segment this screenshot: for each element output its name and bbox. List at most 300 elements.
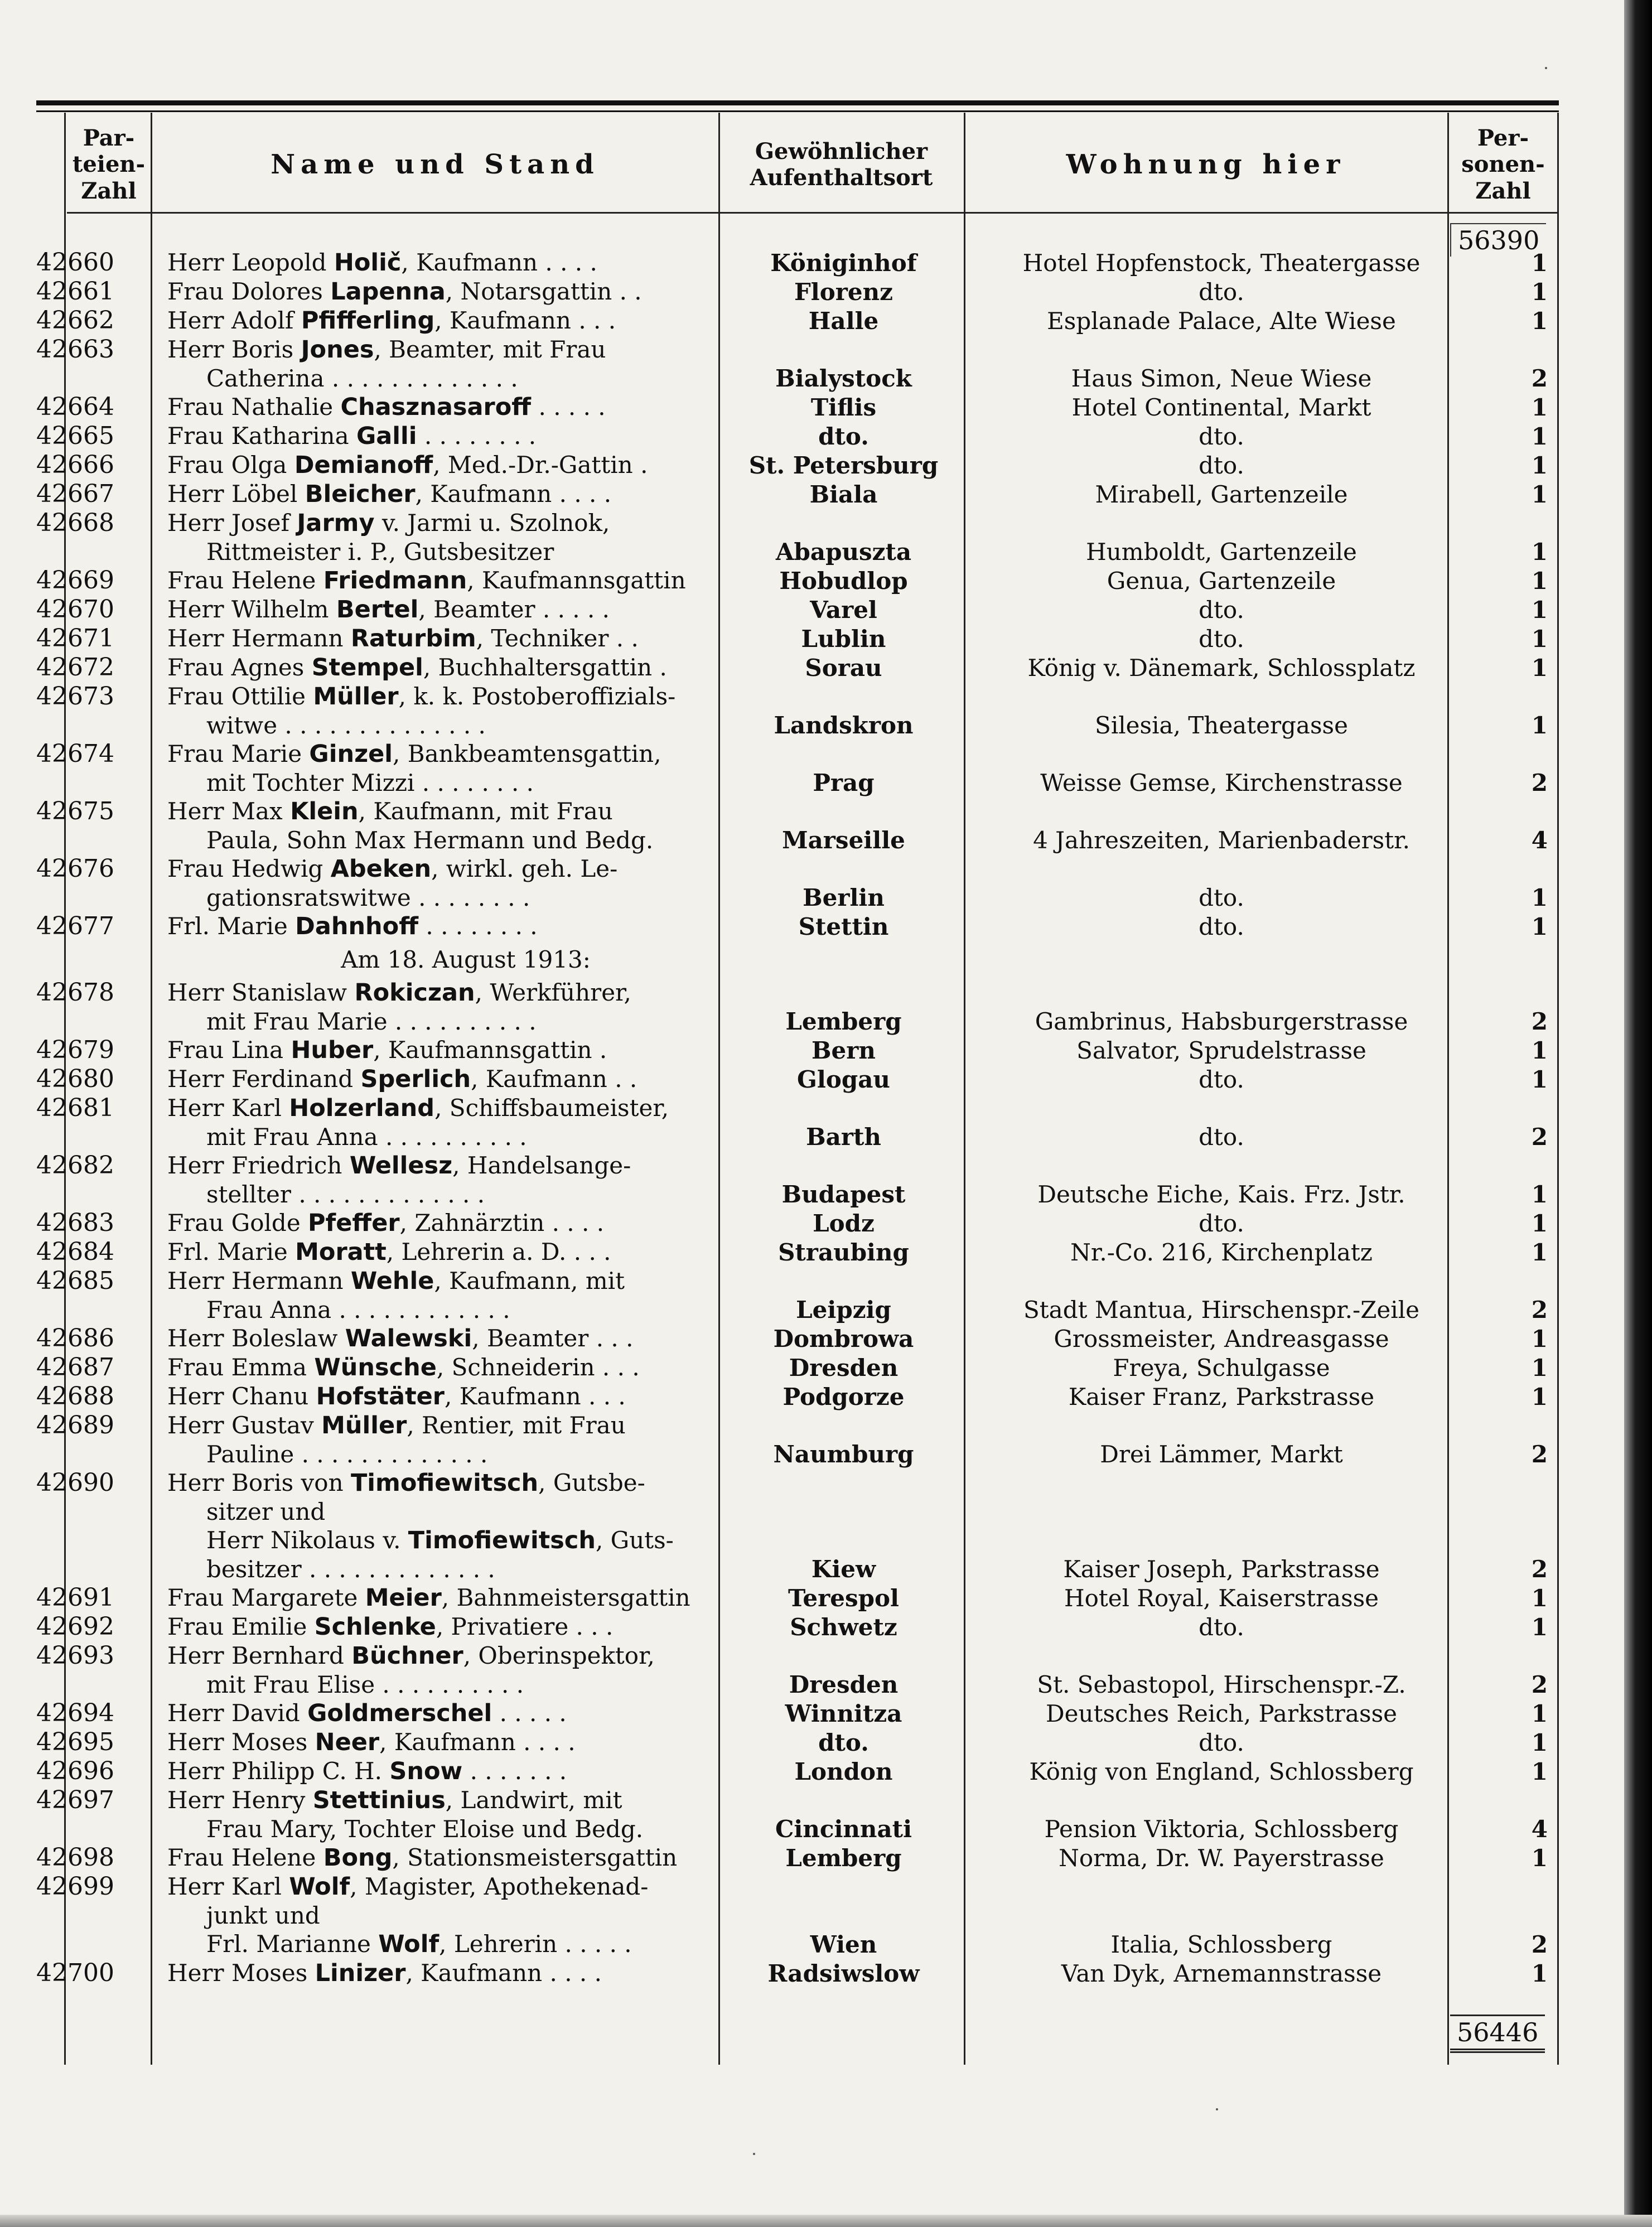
usual-residence: Varel (810, 596, 877, 624)
surname: Lapenna (330, 278, 446, 306)
usual-residence: Naumburg (773, 1441, 914, 1468)
name-suffix: , Gutsbe- (538, 1469, 645, 1496)
name-prefix: Herr Karl (167, 1873, 289, 1900)
name-prefix: mit Frau Elise . . . . . . . . . . (206, 1671, 524, 1698)
name-line (167, 1151, 722, 1180)
top-heavy-rule (36, 100, 1559, 105)
name-line (167, 1815, 722, 1843)
local-lodging: Humboldt, Gartenzeile (1086, 538, 1357, 566)
register-row (36, 1065, 1559, 1094)
party-number: 42697 (36, 1786, 114, 1814)
usual-residence: Dombrowa (773, 1325, 914, 1352)
name-prefix: Rittmeister i. P., Gutsbesitzer (206, 538, 554, 566)
surname: Jones (301, 336, 374, 364)
name-line (167, 1497, 722, 1526)
register-row (36, 1786, 1559, 1843)
usual-residence: Tiflis (810, 394, 877, 421)
local-lodging: Weisse Gemse, Kirchenstrasse (1040, 769, 1403, 796)
name-prefix: Frau Margarete (167, 1584, 365, 1611)
surname: Galli (356, 422, 417, 450)
usual-residence: Lemberg (785, 1844, 902, 1872)
register-row (36, 566, 1559, 595)
person-count: 2 (1531, 1441, 1548, 1468)
row-spacer (36, 945, 142, 974)
name-line (167, 364, 722, 393)
name-suffix: , Lehrerin a. D. . . . (386, 1238, 611, 1265)
person-count: 2 (1531, 1008, 1548, 1035)
person-count: 4 (1531, 1815, 1548, 1843)
name-line (167, 1296, 722, 1324)
person-count: 1 (1531, 1383, 1548, 1410)
register-row (36, 422, 1559, 451)
register-row (36, 1612, 1559, 1641)
person-count: 1 (1531, 1729, 1548, 1756)
surname: Raturbim (350, 625, 476, 653)
usual-residence: Lodz (813, 1210, 875, 1237)
usual-residence: Cincinnati (775, 1815, 912, 1843)
name-prefix: Herr Löbel (167, 480, 305, 508)
name-prefix: Herr Wilhelm (167, 596, 336, 623)
person-count: 1 (1531, 278, 1548, 306)
name-suffix: , Beamter, mit Frau (374, 336, 606, 363)
name-and-status (142, 1699, 722, 1728)
usual-residence: Schwetz (790, 1614, 897, 1641)
name-and-status (142, 740, 722, 797)
name-prefix: Herr Philipp C. H. (167, 1757, 390, 1785)
top-thin-rule (36, 110, 1559, 112)
usual-residence: Bialystock (775, 365, 912, 392)
local-lodging: Hotel Royal, Kaiserstrasse (1064, 1584, 1379, 1612)
name-line (167, 1180, 722, 1209)
name-suffix: , Schiffsbaumeister, (434, 1094, 669, 1122)
usual-residence: Radsiwslow (767, 1960, 920, 1987)
name-prefix: Herr Henry (167, 1786, 313, 1814)
person-count: 1 (1531, 596, 1548, 624)
local-lodging: Kaiser Joseph, Parkstrasse (1063, 1555, 1380, 1583)
party-number: 42671 (36, 624, 114, 653)
person-count: 1 (1531, 538, 1548, 566)
register-row (36, 740, 1559, 797)
name-prefix: Frl. Marianne (206, 1930, 379, 1958)
surname: Snow (389, 1757, 463, 1785)
closing-total: 56446 (1450, 2015, 1545, 2053)
usual-residence: Kiew (811, 1555, 876, 1583)
register-row (36, 480, 1559, 509)
local-lodging: dto. (1199, 1123, 1244, 1151)
person-count: 1 (1531, 1354, 1548, 1381)
party-number: 42672 (36, 653, 114, 682)
register-row (36, 1382, 1559, 1411)
name-line (167, 1670, 722, 1699)
name-prefix: mit Frau Marie . . . . . . . . . . (206, 1008, 537, 1035)
name-suffix: , Notarsgattin . . (445, 278, 642, 305)
register-row (36, 978, 1559, 1036)
name-and-status (142, 1641, 722, 1699)
scan-speck (753, 2153, 755, 2155)
local-lodging: König v. Dänemark, Schlossplatz (1027, 654, 1416, 682)
name-prefix: Herr Boleslaw (167, 1325, 345, 1352)
usual-residence: Königinhof (770, 249, 917, 277)
person-count: 1 (1531, 481, 1548, 508)
name-line (167, 1065, 722, 1094)
surname: Bong (323, 1844, 393, 1872)
party-number: 42680 (36, 1065, 114, 1093)
register-row (36, 1094, 1559, 1151)
party-number: 42661 (36, 277, 114, 306)
person-count: 1 (1531, 1210, 1548, 1237)
usual-residence: Sorau (805, 654, 882, 682)
name-prefix: Frau Golde (167, 1209, 308, 1236)
party-number: 42700 (36, 1959, 114, 1987)
usual-residence: Landskron (774, 712, 914, 739)
name-and-status (142, 1612, 722, 1641)
person-count: 2 (1531, 1123, 1548, 1151)
name-prefix: Frl. Marie (167, 912, 296, 940)
name-prefix: Pauline . . . . . . . . . . . . . (206, 1441, 488, 1468)
usual-residence: Leipzig (796, 1296, 891, 1323)
person-count: 1 (1531, 1844, 1548, 1872)
surname: Wolf (378, 1930, 439, 1958)
name-and-status (142, 393, 722, 422)
local-lodging: Silesia, Theatergasse (1095, 712, 1348, 739)
party-number: 42668 (36, 509, 114, 537)
name-prefix: Herr Nikolaus v. (206, 1526, 408, 1554)
person-count: 1 (1531, 1037, 1548, 1064)
register-row (36, 306, 1559, 335)
usual-residence: Halle (808, 307, 879, 335)
name-suffix: , Kaufmannsgattin . (373, 1036, 607, 1064)
name-line (167, 277, 722, 306)
surname: Linizer (315, 1959, 406, 1987)
surname: Bertel (336, 596, 419, 624)
party-number: 42682 (36, 1151, 114, 1180)
register-row (36, 1324, 1559, 1353)
person-count: 1 (1531, 1239, 1548, 1266)
surname: Büchner (351, 1642, 463, 1670)
name-suffix: , Beamter . . . . . (418, 596, 610, 623)
name-line (167, 1555, 722, 1583)
local-lodging: Deutsches Reich, Parkstrasse (1046, 1700, 1397, 1727)
name-suffix: , Privatiere . . . (436, 1613, 614, 1640)
surname: Bleicher (305, 480, 416, 508)
usual-residence: Winnitza (785, 1700, 902, 1727)
name-and-status (142, 306, 722, 335)
name-prefix: Herr Hermann (167, 1267, 351, 1294)
local-lodging: Drei Lämmer, Markt (1100, 1441, 1343, 1468)
register-row (36, 653, 1559, 682)
name-prefix: Frl. Marie (167, 1238, 296, 1265)
name-and-status (142, 595, 722, 624)
local-lodging: Hotel Hopfenstock, Theatergasse (1022, 249, 1421, 277)
name-prefix: mit Frau Anna . . . . . . . . . . (206, 1123, 527, 1151)
surname: Timofiewitsch (350, 1469, 539, 1497)
local-lodging: dto. (1199, 625, 1244, 653)
name-prefix: junkt und (206, 1902, 320, 1929)
surname: Müller (313, 683, 399, 711)
usual-residence: Marseille (782, 827, 905, 854)
name-prefix: Herr Karl (167, 1094, 289, 1122)
name-line (167, 306, 722, 335)
surname: Müller (321, 1412, 407, 1439)
party-number: 42696 (36, 1757, 114, 1785)
name-and-status (142, 451, 722, 480)
name-line (167, 422, 722, 451)
name-suffix: , Kaufmann, mit (434, 1267, 625, 1294)
surname: Neer (315, 1728, 380, 1756)
party-number: 42683 (36, 1209, 114, 1237)
register-row (36, 1843, 1559, 1872)
name-and-status (142, 1151, 722, 1209)
person-count: 2 (1531, 365, 1548, 392)
usual-residence: Bern (811, 1037, 876, 1064)
register-row (36, 1872, 1559, 1959)
name-line (167, 595, 722, 624)
surname: Rokiczan (354, 979, 475, 1007)
name-and-status (142, 682, 722, 740)
name-line (167, 711, 722, 740)
name-suffix: , Rentier, mit Frau (407, 1412, 626, 1439)
party-number: 42699 (36, 1872, 114, 1901)
person-count: 1 (1531, 394, 1548, 421)
party-number: 42687 (36, 1353, 114, 1381)
surname: Klein (290, 798, 359, 825)
name-line (167, 248, 722, 277)
name-suffix: , Schneiderin . . . (436, 1354, 640, 1381)
surname: Goldmerschel (307, 1699, 492, 1727)
register-row (36, 1267, 1559, 1324)
name-line (167, 624, 722, 653)
surname: Jarmy (297, 509, 375, 537)
name-prefix: Frau Marie (167, 740, 310, 767)
local-lodging: Grossmeister, Andreasgasse (1054, 1325, 1389, 1352)
name-suffix: , Kaufmann . . . (445, 1383, 626, 1410)
name-line (167, 451, 722, 480)
scan-speck (1545, 67, 1547, 69)
name-and-status (142, 1238, 722, 1267)
name-suffix: , Bankbeamtensgattin, (393, 740, 661, 767)
name-line (167, 883, 722, 912)
party-number: 42670 (36, 595, 114, 624)
name-prefix: besitzer . . . . . . . . . . . . . (206, 1555, 495, 1583)
local-lodging: 4 Jahreszeiten, Marienbaderstr. (1033, 827, 1410, 854)
local-lodging: Esplanade Palace, Alte Wiese (1047, 307, 1396, 335)
person-count: 2 (1531, 1931, 1548, 1958)
party-number: 42666 (36, 451, 114, 479)
surname: Schlenke (314, 1613, 436, 1641)
name-suffix: v. Jarmi u. Szolnok, (374, 509, 610, 537)
local-lodging: dto. (1199, 1729, 1244, 1756)
name-suffix: , Stationsmeistersgattin (392, 1844, 678, 1871)
local-lodging: Norma, Dr. W. Payerstrasse (1059, 1844, 1384, 1872)
person-count: 2 (1531, 1555, 1548, 1583)
usual-residence: dto. (818, 1729, 869, 1756)
name-prefix: Frau Emma (167, 1354, 315, 1381)
name-suffix: , Lehrerin . . . . . (439, 1930, 632, 1958)
name-line (167, 1209, 722, 1238)
party-number: 42662 (36, 306, 114, 335)
party-number: 42663 (36, 335, 114, 364)
register-row (36, 509, 1559, 566)
name-and-status (142, 1065, 722, 1094)
register-row (36, 1209, 1559, 1238)
name-line (167, 912, 722, 941)
register-row (36, 682, 1559, 740)
surname: Demianoff (294, 451, 433, 479)
name-and-status (142, 653, 722, 682)
surname: Pfifferling (301, 307, 435, 335)
name-suffix: , Magister, Apothekenad- (350, 1873, 649, 1900)
register-row (36, 1728, 1559, 1757)
usual-residence: Berlin (803, 884, 885, 911)
party-number: 42664 (36, 393, 114, 421)
name-and-status (142, 1036, 722, 1065)
name-and-status (142, 1353, 722, 1382)
surname: Dahnhoff (295, 912, 419, 940)
name-and-status (142, 1094, 722, 1151)
header-parteien-zahl: Par- teien- Zahl (72, 125, 146, 204)
name-and-status (142, 1209, 722, 1238)
name-line (167, 1382, 722, 1411)
name-line (167, 1411, 722, 1440)
name-line (167, 1036, 722, 1065)
header-aufenthaltsort: Gewöhnlicher Aufenthaltsort (750, 138, 933, 191)
name-line (167, 1612, 722, 1641)
name-line (167, 1007, 722, 1036)
name-and-status (142, 1959, 722, 1988)
local-lodging: dto. (1199, 452, 1244, 479)
name-line (167, 1238, 722, 1267)
name-line (167, 335, 722, 364)
usual-residence: Podgorze (782, 1383, 905, 1410)
usual-residence: Lemberg (785, 1008, 902, 1035)
party-number: 42688 (36, 1382, 114, 1410)
name-line (167, 1353, 722, 1382)
name-prefix: Herr Josef (167, 509, 297, 537)
name-prefix: Herr Moses (167, 1959, 315, 1987)
surname: Stettinius (312, 1786, 446, 1814)
name-suffix: , k. k. Postoberoffizials- (398, 683, 676, 710)
name-suffix: . . . . . (531, 393, 606, 421)
person-count: 2 (1531, 1671, 1548, 1698)
name-and-status (142, 1583, 722, 1612)
name-prefix: Frau Ottilie (167, 683, 313, 710)
party-number: 42678 (36, 978, 114, 1007)
name-line (167, 1901, 722, 1930)
name-prefix: Herr Boris von (167, 1469, 351, 1496)
surname: Ginzel (309, 740, 393, 768)
register-row (36, 1641, 1559, 1699)
local-lodging: Nr.-Co. 216, Kirchenplatz (1070, 1239, 1373, 1266)
register-row (36, 248, 1559, 277)
surname: Hofstäter (316, 1383, 445, 1410)
name-prefix: Herr Max (167, 798, 291, 825)
party-number: 42690 (36, 1468, 114, 1497)
local-lodging: Pension Viktoria, Schlossberg (1044, 1815, 1399, 1843)
name-line (167, 797, 722, 826)
name-and-status (142, 1267, 722, 1324)
local-lodging: Hotel Continental, Markt (1071, 394, 1371, 421)
name-prefix: Paula, Sohn Max Hermann und Bedg. (206, 827, 654, 854)
name-and-status (142, 912, 722, 941)
register-row (36, 1959, 1559, 1988)
party-number: 42667 (36, 480, 114, 508)
name-line (167, 1468, 722, 1497)
surname: Holzerland (289, 1094, 435, 1122)
name-prefix: Frau Helene (167, 1844, 323, 1871)
name-and-status (142, 509, 722, 566)
scan-bottom-edge (0, 2215, 1652, 2227)
person-count: 1 (1531, 712, 1548, 739)
usual-residence: Prag (813, 769, 875, 796)
register-row (36, 624, 1559, 653)
usual-residence: Glogau (797, 1066, 890, 1093)
name-line (167, 393, 722, 422)
party-number: 42660 (36, 248, 114, 277)
party-number: 42698 (36, 1843, 114, 1872)
header-wohnung-hier: Wohnung hier (1066, 148, 1346, 180)
name-and-status (142, 1872, 722, 1959)
name-prefix: Frau Olga (167, 451, 294, 479)
name-prefix: stellter . . . . . . . . . . . . . (206, 1181, 485, 1208)
person-count: 2 (1531, 769, 1548, 796)
name-line (167, 1526, 722, 1555)
local-lodging: Italia, Schlossberg (1110, 1931, 1332, 1958)
name-prefix: Frau Mary, Tochter Eloise und Bedg. (206, 1815, 644, 1843)
header-name-und-stand: Name und Stand (270, 148, 600, 180)
usual-residence: Florenz (794, 278, 893, 306)
register-row (36, 1036, 1559, 1065)
name-and-status (142, 248, 722, 277)
person-count: 1 (1531, 1181, 1548, 1208)
name-line (167, 740, 722, 769)
opening-total: 56390 (1450, 223, 1546, 257)
name-suffix: , wirkl. geh. Le- (431, 855, 618, 882)
surname: Huber (291, 1036, 374, 1064)
usual-residence: Abapuszta (775, 538, 912, 566)
local-lodging: Kaiser Franz, Parkstrasse (1068, 1383, 1375, 1410)
party-number: 42665 (36, 422, 114, 450)
register-entries (36, 248, 1559, 1988)
local-lodging: dto. (1199, 1066, 1244, 1093)
header-personen-zahl: Per- sonen- Zahl (1461, 125, 1545, 204)
surname: Wellesz (349, 1152, 453, 1180)
header-bottom-rule (67, 212, 1559, 214)
name-line (167, 1123, 722, 1151)
local-lodging: Mirabell, Gartenzeile (1095, 481, 1348, 508)
person-count: 1 (1531, 625, 1548, 653)
date-heading-row (36, 945, 1559, 974)
person-count: 1 (1531, 1700, 1548, 1727)
name-prefix: Herr Friedrich (167, 1152, 350, 1179)
surname: Abeken (330, 855, 432, 883)
name-line (167, 1699, 722, 1728)
scan-edge-shadow (1624, 0, 1652, 2227)
register-row (36, 1468, 1559, 1583)
name-line (167, 1959, 722, 1988)
local-lodging: Salvator, Sprudelstrasse (1076, 1037, 1366, 1064)
surname: Friedmann (323, 567, 467, 595)
party-number: 42691 (36, 1583, 114, 1612)
name-suffix: , Kaufmann . . . (434, 307, 616, 334)
name-prefix: witwe . . . . . . . . . . . . . . (206, 712, 486, 739)
name-prefix: Herr Gustav (167, 1412, 322, 1439)
surname: Moratt (295, 1238, 387, 1266)
name-and-status (142, 624, 722, 653)
name-line (167, 509, 722, 538)
usual-residence: Hobudlop (779, 567, 908, 595)
name-suffix: , Kaufmann . . . . (379, 1728, 576, 1756)
local-lodging: St. Sebastopol, Hirschenspr.-Z. (1037, 1671, 1406, 1698)
